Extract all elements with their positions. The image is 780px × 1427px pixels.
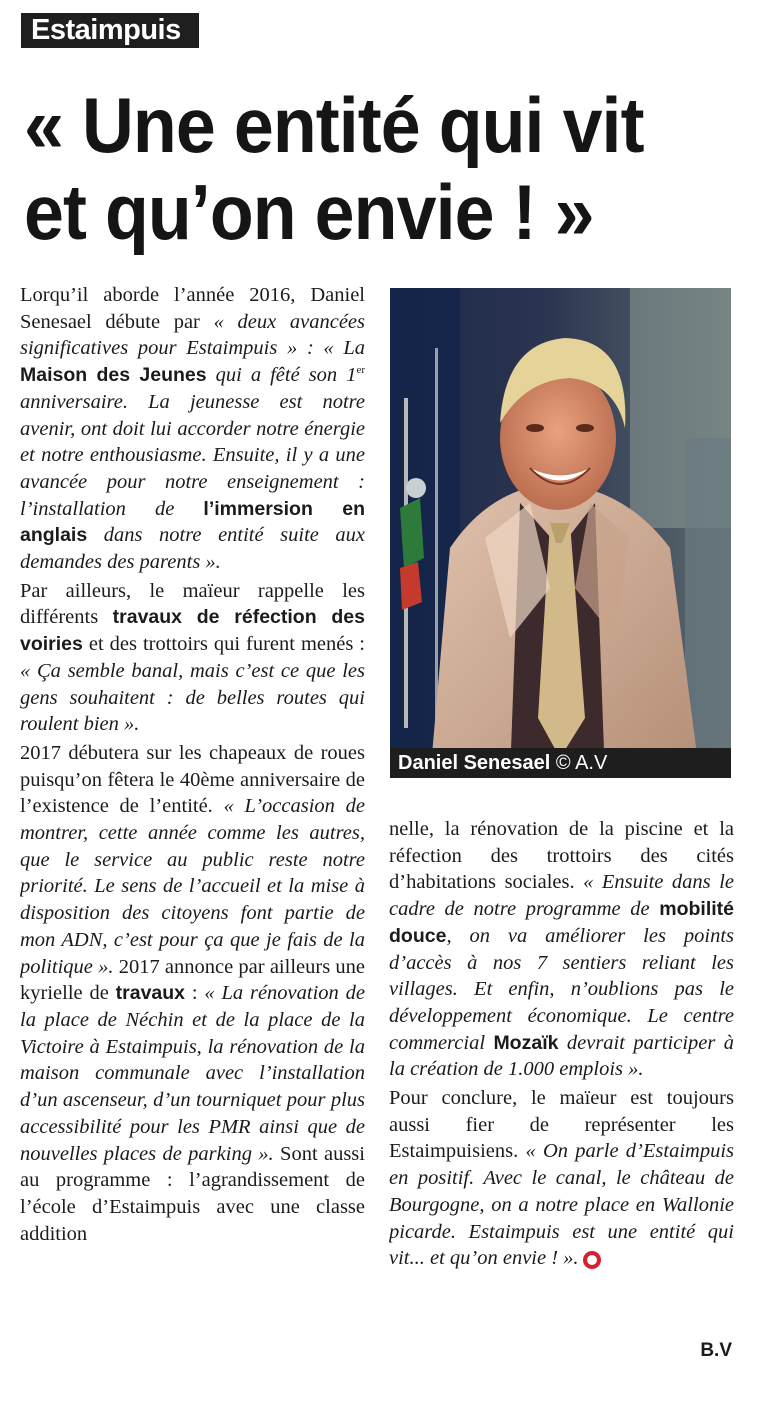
text-run: 2017 annonce par ailleurs une kyrielle de xyxy=(20,955,365,1005)
paragraph xyxy=(20,578,365,738)
photo-caption xyxy=(390,748,731,778)
quote-text: « Ça semble banal, mais c’est ce que les gens souhaitent : de belles routes qui roulent bien ». xyxy=(20,659,365,736)
paragraph xyxy=(389,816,734,1083)
caption-name: Daniel Senesael xyxy=(398,752,551,774)
text-run: Pour conclure, le maïeur est toujours aussi fier de représenter les Estaimpuisiens. xyxy=(389,1087,734,1163)
quote-text: « On parle d’Estaimpuis en positif. Avec le canal, le château de Bourgogne, on a notre place en Wallonie picarde. Estaimpuis est une entité qui vit... et qu’on envie ! ». xyxy=(389,1140,734,1270)
text-run: 2017 débutera sur les chapeaux de roues puisqu’on fêtera le 40ème anniversaire de l’existence de l’entité. xyxy=(20,741,365,818)
article-column-right xyxy=(389,816,734,1356)
text-run: nelle, la rénovation de la piscine et la réfection des trottoirs des cités d’habitations sociales. xyxy=(389,818,734,894)
quote-text: « L’occasion de montrer, cette année comme les autres, que le service au public reste notre priorité. Le sens de l’accueil et la mise à disposition des citoyens font partie de mon ADN, c’est pour ça que je fais de la politique ». xyxy=(20,795,365,978)
bold-term: travaux xyxy=(115,982,186,1005)
bold-term: Maison des Jeunes xyxy=(20,364,207,387)
quote-text: devrait participer à la création de 1.000 emplois ». xyxy=(389,1031,734,1081)
end-of-article-icon xyxy=(583,1251,601,1269)
article-column-left xyxy=(20,282,365,1372)
headline xyxy=(24,82,764,256)
paragraph xyxy=(20,282,365,576)
bold-term: travaux de réfection des voiries xyxy=(20,606,365,656)
paragraph xyxy=(20,740,365,1247)
portrait-photo xyxy=(390,288,731,778)
byline: B.V xyxy=(700,1340,732,1361)
text-run: Sont aussi au programme : l’agrandissement de l’école d’Estaimpuis avec une classe addition xyxy=(20,1142,365,1245)
bold-term: l’immersion en anglais xyxy=(20,497,365,547)
headline-line-2: et qu’on envie ! » xyxy=(24,168,594,256)
bold-term: mobilité douce xyxy=(389,898,734,947)
quote-text: anniversaire. La jeunesse est notre avenir, ont doit lui accorder notre énergie et notre enthousiasme. Ensuite, il y a une avancée pour notre enseignement : l’installation de xyxy=(20,390,365,520)
text-run: : xyxy=(185,982,205,1005)
quote-text: qui a fêté son 1 xyxy=(206,364,357,387)
text-run: er xyxy=(356,364,365,377)
text-run: Par ailleurs, le maïeur rappelle les différents xyxy=(20,579,365,629)
paragraph xyxy=(389,1085,734,1272)
section-tag: Estaimpuis xyxy=(21,13,199,48)
text-run: et des trottoirs qui furent menés : xyxy=(82,633,365,656)
quote-text: « deux avancées significatives pour Estaimpuis » : « La xyxy=(20,310,365,360)
quote-text: « Ensuite dans le cadre de notre programme de xyxy=(389,871,734,921)
headline-line-1: « Une entité qui vit xyxy=(24,81,644,169)
quote-text: dans notre entité suite aux demandes des parents ». xyxy=(20,524,365,574)
bold-term: Mozaïk xyxy=(493,1031,559,1054)
portrait-image xyxy=(390,288,731,778)
quote-text: « La rénovation de la place de Néchin et de la place de la Victoire à Estaimpuis, la rénovation de la maison communale avec l’installation d’un ascenseur, d’un tourniquet pour plus accessibilité pour les PMR ainsi que de nouvelles places de parking ». xyxy=(20,982,365,1165)
quote-text: , on va améliorer les points d’accès à nos 7 sentiers reliant les villages. Et enfin, n’oublions pas le développement économique. Le centre commercial xyxy=(389,924,734,1054)
text-run: Lorqu’il aborde l’année 2016, Daniel Senesael débute par xyxy=(20,284,365,333)
caption-credit: © A.V xyxy=(555,752,608,774)
